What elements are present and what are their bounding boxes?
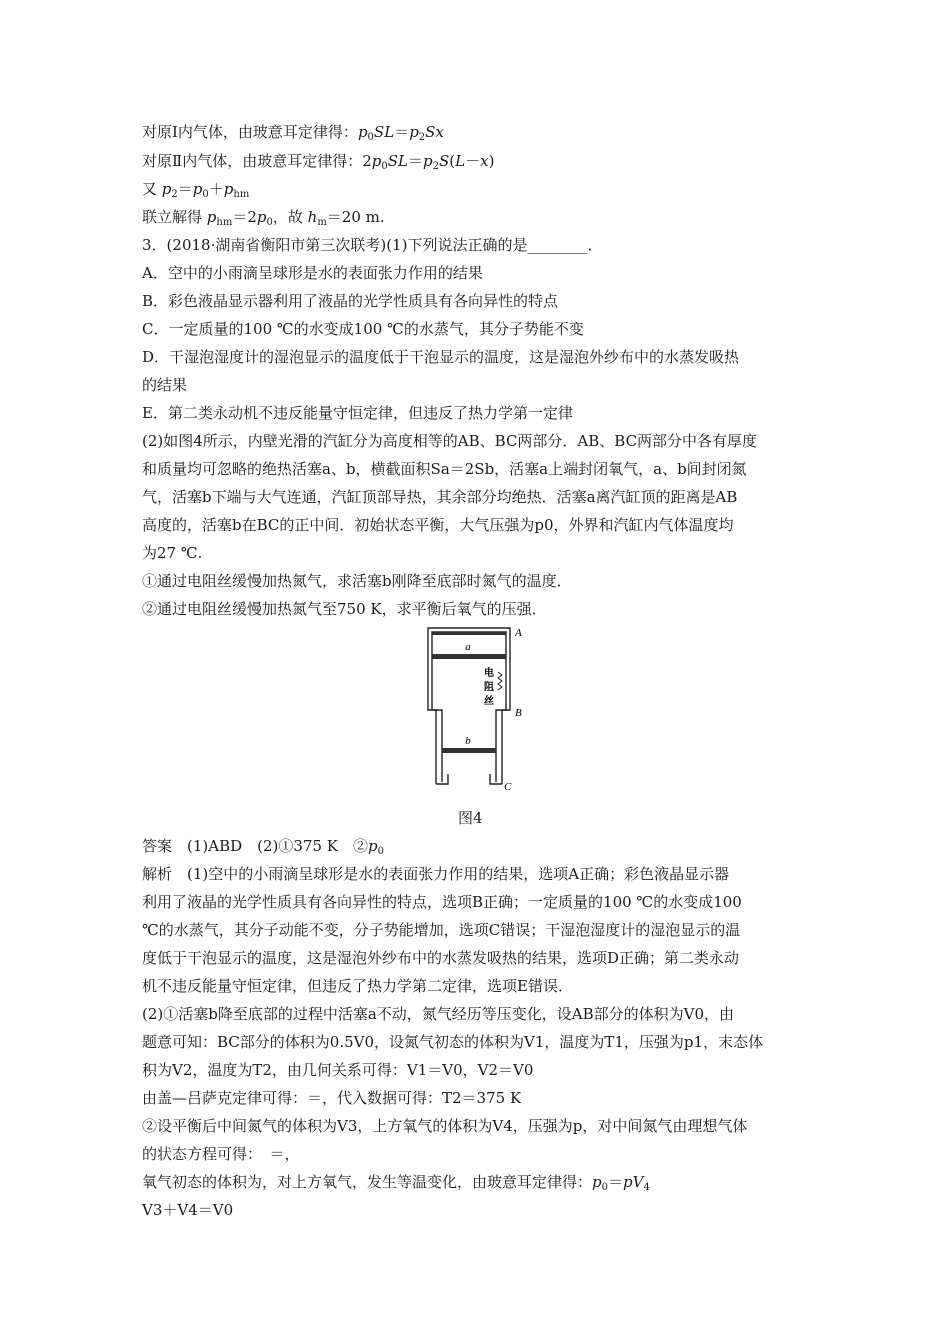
text-line: 对原Ⅱ内气体，由玻意耳定律得：$2p_0SL=p_2S(L-x)$: [142, 152, 495, 172]
option-a: A．空中的小雨滴呈球形是水的表面张力作用的结果: [142, 264, 483, 282]
resistor-label-2: 阻: [484, 682, 494, 693]
text-line: 度低于干泡显示的温度，这是湿泡外纱布中的水蒸发吸热的结果，选项D正确；第二类永动: [142, 949, 740, 967]
option-d: D．干湿泡湿度计的湿泡显示的温度低于干泡显示的温度，这是湿泡外纱布中的水蒸发吸热: [142, 348, 740, 366]
cylinder-figure: [418, 624, 528, 796]
piston-b: [442, 748, 496, 753]
text-line: 机不违反能量守恒定律，但违反了热力学第二定律，选项E错误．: [142, 977, 573, 995]
label-B: B: [515, 707, 522, 719]
figure-caption: 图4: [458, 809, 483, 827]
text-line: 对原Ⅰ内气体，由玻意耳定律得：$p_0SL=p_2Sx$: [142, 123, 444, 143]
text-line: 由盖—吕萨克定律可得：＝，代入数据可得：T2＝375 K: [142, 1089, 522, 1107]
option-d-cont: 的结果: [142, 376, 188, 394]
label-C: C: [504, 781, 512, 793]
option-b: B．彩色液晶显示器利用了液晶的光学性质具有各向异性的特点: [142, 292, 559, 310]
text-line: ②设平衡后中间氮气的体积为V3，上方氧气的体积为V4，压强为p，对中间氮气由理想气体: [142, 1117, 748, 1135]
text-line: (2)如图4所示，内壁光滑的汽缸分为高度相等的AB、BC两部分．AB、BC两部分中各有厚度: [142, 432, 758, 450]
text-line: 题意可知：BC部分的体积为0.5V0，设氮气初态的体积为V1，温度为T1，压强为p1，末态体: [142, 1033, 764, 1051]
text-line: 又 $p_2=p_0+p_{hm}$: [142, 180, 250, 200]
label-a: a: [465, 641, 471, 653]
option-e: E．第二类永动机不违反能量守恒定律，但违反了热力学第一定律: [142, 404, 573, 422]
resistor-label-1: 电: [484, 668, 494, 679]
answer-line: 答案 (1)ABD (2)①375 K $②p_0$: [142, 837, 384, 857]
text-line: 高度的，活塞b在BC的正中间．初始状态平衡，大气压强为p0，外界和汽缸内气体温度均: [142, 516, 734, 534]
text-line: (2)①活塞b降至底部的过程中活塞a不动，氮气经历等压变化，设AB部分的体积为V0，由: [142, 1005, 735, 1023]
text-line: 解析 (1)空中的小雨滴呈球形是水的表面张力作用的结果，选项A正确；彩色液晶显示器: [142, 865, 730, 883]
text-line: ①通过电阻丝缓慢加热氮气，求活塞b刚降至底部时氮气的温度．: [142, 572, 572, 590]
label-A: A: [515, 627, 522, 639]
label-b: b: [465, 735, 471, 747]
text-line: 联立解得 $p_{hm}=2p_0$，故 $h_m=20$ m.: [142, 208, 385, 228]
text-line: 为27 ℃.: [142, 544, 203, 562]
resistor-label-3: 丝: [484, 696, 494, 707]
text-line: 氧气初态的体积为，对上方氧气，发生等温变化，由玻意耳定律得：$p_0=pV_4$: [142, 1173, 650, 1193]
option-c: C．一定质量的100 ℃的水变成100 ℃的水蒸气，其分子势能不变: [142, 320, 584, 338]
text-line: V3＋V4＝V0: [142, 1201, 234, 1219]
text-line: 利用了液晶的光学性质具有各向异性的特点，选项B正确；一定质量的100 ℃的水变成100: [142, 893, 742, 911]
question-heading: 3．(2018·湖南省衡阳市第三次联考)(1)下列说法正确的是________．: [142, 236, 603, 254]
text-line: 气，活塞b下端与大气连通，汽缸顶部导热，其余部分均绝热．活塞a离汽缸顶的距离是AB: [142, 488, 738, 506]
text-line: 和质量均可忽略的绝热活塞a、b，横截面积Sa＝2Sb，活塞a上端封闭氧气，a、b间封闭氮: [142, 460, 747, 478]
text-line: 的状态方程可得： ＝，: [142, 1145, 300, 1163]
text-line: ②通过电阻丝缓慢加热氮气至750 K，求平衡后氧气的压强．: [142, 600, 547, 618]
text-line: 积为V2，温度为T2，由几何关系可得：V1＝V0，V2＝V0: [142, 1061, 534, 1079]
piston-a: [432, 654, 506, 659]
text-line: ℃的水蒸气，其分子动能不变，分子势能增加，选项C错误；干湿泡湿度计的湿泡显示的温: [142, 921, 741, 939]
